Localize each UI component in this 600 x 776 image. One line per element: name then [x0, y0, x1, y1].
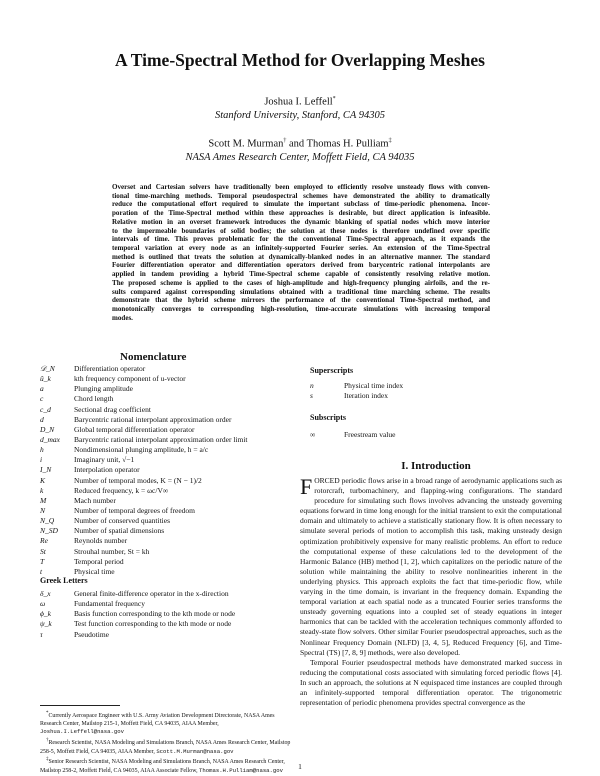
abstract — [112, 183, 490, 323]
abstract-line: demonstrate that the hybrid scheme mirrors the performance of the conventional Time-Spectral method, and — [112, 296, 490, 305]
author-name: Scott M. Murman — [208, 138, 284, 150]
entry-description: Physical time — [74, 566, 115, 576]
entry-description: Fundamental frequency — [74, 599, 146, 609]
author-line-2 — [0, 138, 600, 150]
nomenclature-entry — [40, 506, 290, 516]
entry-symbol: M — [40, 495, 47, 505]
entry-symbol: D_N — [40, 424, 55, 434]
entry-description: Iteration index — [344, 391, 388, 401]
paper-title: A Time-Spectral Method for Overlapping Meshes — [115, 50, 485, 70]
intro-paragraph-1 — [300, 476, 562, 658]
entry-symbol: t — [40, 566, 43, 576]
entry-description: Basis function corresponding to the kth mode or node — [74, 609, 236, 619]
abstract-line: applied in tandem providing a hybrid Time-Spectral scheme capable of consistently resolving relative motion. — [112, 270, 490, 279]
footnote-mark: † — [46, 738, 49, 744]
abstract-line: modes. — [112, 313, 133, 322]
abstract-line: Relative motion in an overset framework introduces the dynamic blanking of spatial nodes which move interior — [112, 217, 490, 226]
entry-description: Number of conserved quantities — [74, 516, 171, 526]
nomenclature-entry — [40, 476, 290, 486]
nomenclature-entry — [40, 435, 290, 445]
entry-description: Barycentric rational interpolant approximation order limit — [74, 434, 248, 444]
page-number: 1 — [298, 762, 302, 771]
entry-symbol: s — [310, 391, 313, 401]
entry-symbol: ω — [40, 599, 46, 609]
entry-description: General finite-difference operator in the x-direction — [74, 589, 229, 598]
nomenclature-entry — [40, 547, 290, 557]
nomenclature-entry — [40, 445, 290, 455]
entry-symbol: N_SD — [40, 526, 58, 536]
abstract-line: temporal variation at every node as an infinitely-supported Fourier series. An extension of the Time-Spectral — [112, 244, 490, 253]
footnote-mark: ‡ — [388, 138, 392, 144]
footnote-mark: * — [46, 711, 49, 716]
nomenclature-entry — [40, 496, 290, 506]
entry-symbol: ∞ — [310, 430, 316, 439]
subscripts-list — [310, 430, 562, 440]
author-and: and — [289, 138, 305, 150]
abstract-line: monotonically converges to corresponding high-resolution, time-accurate simulations with increasing temporal — [112, 305, 490, 314]
entry-symbol: ψ_k — [40, 619, 52, 629]
footnote-mark: ‡ — [46, 757, 49, 763]
author-name: Thomas H. Pulliam — [306, 138, 389, 150]
nomenclature-entry — [40, 394, 290, 404]
entry-symbol: N — [40, 505, 46, 515]
footnote-mark: † — [283, 138, 287, 144]
footnote-mark: * — [332, 96, 336, 102]
entry-description: Test function corresponding to the kth mode or node — [74, 619, 232, 629]
entry-symbol: n — [310, 381, 314, 390]
footnote-email: Thomas.H.Pulliam@nasa.gov — [199, 767, 283, 775]
abstract-line: sults compared against corresponding simulations obtained with a traditional time marching scheme. The results — [112, 287, 490, 296]
entry-description: Temporal period — [74, 556, 124, 566]
greek-letters-heading: Greek Letters — [40, 576, 88, 585]
footnote-text: Senior Research Scientist, NASA Modeling and Simulations Branch, NASA Ames Research Center, Mailstop 258-2, Moffett Field, CA 94035, AIAA Associate Fellow, — [40, 759, 285, 775]
entry-symbol: T — [40, 556, 45, 566]
nomenclature-entry — [40, 599, 290, 609]
nomenclature-entry — [40, 364, 290, 374]
footnote-email: Scott.M.Murman@nasa.gov — [156, 747, 234, 755]
footnote — [40, 737, 292, 756]
entry-description: Imaginary unit, √−1 — [74, 455, 135, 465]
nomenclature-entry — [40, 384, 290, 394]
entry-symbol: c_d — [40, 404, 51, 414]
author-name: Joshua I. Leffell — [264, 96, 333, 108]
nomenclature-entry — [40, 425, 290, 435]
nomenclature-entry — [40, 630, 290, 640]
entry-symbol: û_k — [40, 374, 51, 384]
entry-description: Number of temporal modes, K = (N − 1)/2 — [74, 475, 202, 485]
abstract-line: Fourier differentiation operator and differentiation operators derived from barycentric rational interpolants are — [112, 261, 490, 270]
entry-description: Sectional drag coefficient — [74, 404, 151, 414]
nomenclature-heading: Nomenclature — [120, 351, 187, 363]
nomenclature-entry — [40, 516, 290, 526]
subscripts-heading: Subscripts — [310, 413, 347, 422]
nomenclature-entry — [40, 465, 290, 475]
entry-description: Number of temporal degrees of freedom — [74, 505, 195, 515]
entry-symbol: h — [40, 445, 44, 455]
entry-symbol: 𝒟_N — [40, 364, 55, 373]
entry-symbol: d_max — [40, 434, 60, 444]
abstract-line: The proposed scheme is applied to the cases of high-amplitude and high-frequency plunging airfoils, and the re- — [112, 278, 490, 287]
abstract-line: method is outlined that treats the solution at dynamically-blanked nodes in an alternative manner. The standard — [112, 252, 490, 261]
abstract-line: Overset and Cartesian solvers have traditionally been employed to efficiently resolve unsteady flows with conven- — [112, 183, 490, 191]
entry-description: Reynolds number — [74, 536, 128, 546]
entry-symbol: St — [40, 546, 46, 556]
nomenclature-entry — [310, 430, 562, 440]
entry-symbol: K — [40, 475, 46, 485]
footnote-text: Research Scientist, NASA Modeling and Simulations Branch, NASA Ames Research Center, Mailstop 258-5, Moffett Field, CA 94035, AIAA Member, — [40, 740, 291, 755]
intro-paragraph-1-text: ORCED periodic flows arise in a broad range of aerodynamic applications such as rotorcraft, turbomachinery, and flapping-wing configurations. The standard procedure for simulating such flows involves advancing the unsteady governing equations forward in time long enough for the initial transient to exit the computational domain and ultimately to achieve a statistically stationary flow. It is often necessary to simulate several periods of motion to accomplish this task, making unsteady design optimization prohibitively expensive for many realistic problems. An effort to reduce the computational expense of these calculations led to the development of the Harmonic Balance (HB) method [1, 2], which capitalizes on the periodic nature of the solution while maintaining the ability to resolve nonlinearities inherent in the underlying physics. This approach exploits the fact that time-periodic flow, while varying in the time domain, is invariant in the frequency domain. Expanding the temporal variation at each spatial node as a truncated Fourier series transforms the unsteady governing equations into a coupled set of steady equations in integer harmonics that can be tackled with the acceleration techniques commonly afforded to steady-state flow solvers. Other similar Fourier pseudospectral approaches, such as the Nonlinear Frequency Domain (NLFD) [3, 4, 5], Reduced Frequency [6], and Time-Spectral (TS) [7, 8, 9] methods, were also developed. — [300, 476, 562, 657]
greek-letters-list — [40, 589, 290, 640]
superscripts-heading: Superscripts — [310, 366, 354, 375]
abstract-line: intervals of time. This proves problematic for the the conventional Time-Spectral approach, as it expands the — [112, 235, 490, 244]
author-line-1 — [0, 96, 600, 108]
entry-description: Barycentric rational interpolant approximation order — [74, 414, 232, 424]
abstract-line: poration of the Time-Spectral method within these approaches is desirable, but direct application is infeasible. — [112, 209, 490, 218]
entry-description: Global temporal differentiation operator — [74, 424, 195, 434]
entry-symbol: d — [40, 414, 44, 424]
entry-description: kth frequency component of u-vector — [74, 374, 186, 384]
nomenclature-entry — [40, 619, 290, 629]
introduction-heading: I. Introduction — [401, 460, 471, 472]
entry-symbol: a — [40, 384, 44, 394]
entry-description: Freestream value — [344, 430, 396, 439]
superscripts-list — [310, 381, 562, 401]
author-affiliation: Stanford University, Stanford, CA 94305 — [215, 110, 385, 121]
entry-description: Pseudotime — [74, 629, 109, 639]
nomenclature-entry — [40, 557, 290, 567]
entry-symbol: δ_x — [40, 589, 51, 598]
intro-paragraph-2: Temporal Fourier pseudospectral methods have demonstrated marked success in reducing the computational costs associated with simulating forced periodic flows [4]. In such an approach, the solutions at N equispaced time instances are coupled through an infinitely-supported temporal differentiation operator. The trigonometric representation of periodic phenomena provides spectral convergence as the — [300, 657, 562, 708]
entry-symbol: N_Q — [40, 516, 55, 526]
nomenclature-entry — [40, 455, 290, 465]
nomenclature-entry — [40, 589, 290, 599]
nomenclature-entry — [40, 405, 290, 415]
entry-symbol: i — [40, 455, 43, 465]
entry-description: Reduced frequency, k = ωc/V∞ — [74, 485, 169, 495]
dropcap: F — [300, 474, 313, 499]
entry-description: Chord length — [74, 394, 114, 404]
nomenclature-entry — [40, 374, 290, 384]
author-affiliation: NASA Ames Research Center, Moffett Field, CA 94035 — [185, 152, 415, 163]
entry-symbol: ϕ_k — [40, 609, 51, 619]
nomenclature-list — [40, 364, 290, 577]
nomenclature-entry — [310, 381, 562, 391]
entry-symbol: Re — [40, 536, 48, 546]
entry-symbol: c — [40, 394, 44, 404]
entry-description: Physical time index — [344, 381, 404, 390]
abstract-line: to the impermeable boundaries of solid bodies; the solution at these nodes is therefore undefined over specific — [112, 226, 490, 235]
entry-description: Differentiation operator — [74, 364, 146, 373]
entry-description: Strouhal number, St = kh — [74, 546, 150, 556]
entry-symbol: k — [40, 485, 44, 495]
nomenclature-entry — [310, 391, 562, 401]
entry-description: Mach number — [74, 495, 116, 505]
introduction-body — [300, 476, 562, 708]
entry-description: Number of spatial dimensions — [74, 526, 165, 536]
entry-description: Interpolation operator — [74, 465, 140, 475]
footnote-rule — [40, 705, 120, 706]
nomenclature-entry — [40, 536, 290, 546]
entry-symbol: I_N — [40, 465, 52, 475]
entry-description: Nondimensional plunging amplitude, h = a/c — [74, 445, 209, 455]
footnote-text: Currently Aerospace Engineer with U.S. Army Aviation Development Directorate, NASA Ames Research Center, Mailstop 215-1, Moffett Field, CA 94035, AIAA Member, — [40, 712, 275, 727]
footnote — [40, 710, 292, 737]
entry-symbol: τ — [40, 629, 43, 639]
nomenclature-entry — [40, 609, 290, 619]
nomenclature-entry — [40, 486, 290, 496]
nomenclature-entry — [40, 526, 290, 536]
nomenclature-entry — [40, 415, 290, 425]
footnote-email: Joshua.I.Leffell@nasa.gov — [40, 728, 124, 736]
abstract-line: tional time-marching methods. Temporal pseudospectral schemes have demonstrated the ability to dramatically — [112, 191, 490, 200]
abstract-line: reduce the computational effort required to simulate the important subclass of time-periodic phenomena. Incor- — [112, 200, 490, 209]
entry-description: Plunging amplitude — [74, 384, 133, 394]
